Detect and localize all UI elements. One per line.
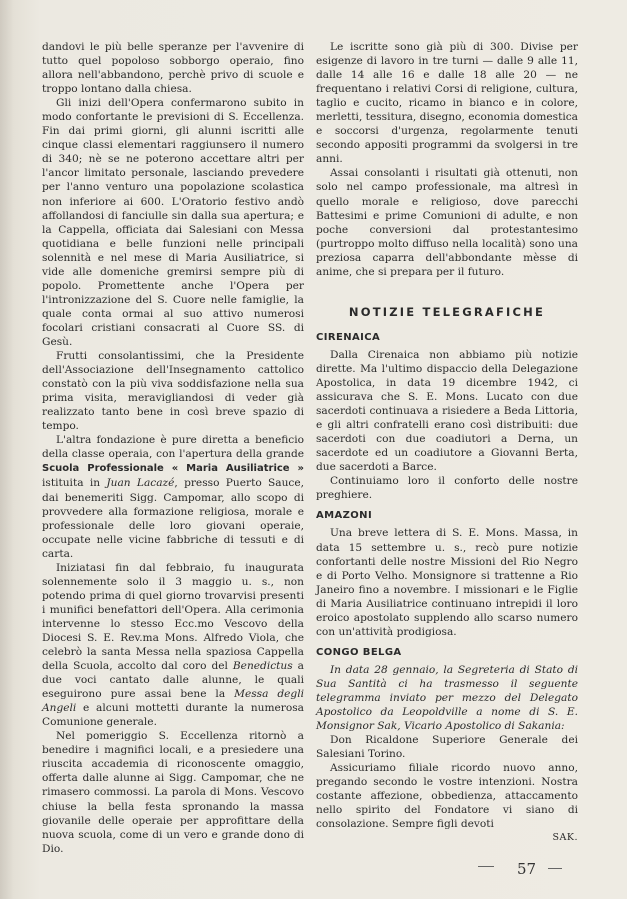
paragraph: Continuiamo loro il conforto delle nostre preghiere. [316, 475, 578, 502]
decorative-dash [548, 868, 562, 869]
section-title: NOTIZIE TELEGRAFICHE [348, 304, 546, 319]
paragraph [42, 433, 304, 560]
decorative-dash [478, 866, 494, 867]
page-number: 57 [517, 860, 537, 878]
left-column [42, 40, 304, 856]
text-run: e alcuni mottetti durante la numerosa Comunione generale. [42, 702, 304, 729]
paragraph: Assai consolanti i risultati già ottenuti, non solo nel campo professionale, ma altresì in quello morale e religioso, dove parecchi Battesimi e prime Comunioni di adulte, e non poche conversioni dal protestantesimo (purtroppo molto diffuso nella località) sono una preziosa caparra dell'abbondante mèsse di anime, che si prepara per il futuro. [316, 167, 578, 278]
paragraph: In data 28 gennaio, la Segreteria di Stato di Sua Santità ci ha trasmesso il seguente telegramma inviato per mezzo del Delegato Apostolico da Leopoldville a nome di S. E. Monsignor Sak, Vicario Apostolico di Sakania: [316, 663, 578, 733]
paragraph: Assicuriamo filiale ricordo nuovo anno, pregando secondo le vostre intenzioni. Nostra costante affezione, obbedienza, attaccamento nello spirito del Fondatore vi siano di consolazione. Sempre figli devoti [316, 762, 578, 831]
hymn-title: Benedictus [232, 660, 293, 673]
paragraph: Le iscritte sono già più di 300. Divise per esigenze di lavoro in tre turni — dalle 9 alle 11, dalle 14 alle 16 e dalle 18 alle 20 — ne frequentano i relativi Corsi di religione, cultura, taglio e cucito, ricamo in bianco e in colore, merletti, tessitura, disegno, economia domestica e soccorsi d'urgenza, regolarmente tenuti secondo appositi programmi da svolgersi in tre anni. [316, 41, 578, 166]
signature: SAK. [552, 832, 578, 844]
paragraph [42, 561, 304, 730]
text-run: a due voci cantato dalle alunne, le quali eseguirono pure assai bene la [42, 660, 304, 701]
paragraph: dandovi le più belle speranze per l'avvenire di tutto quel popoloso sobborgo operaio, fino allora nell'abbandono, perchè privo di scuole e troppo lontano dalla chiesa. [42, 41, 304, 96]
paragraph: Nel pomeriggio S. Eccellenza ritornò a benedire i magnifici locali, e a presiedere una riuscita accademia di riconoscente omaggio, offerta dalle alunne ai Sigg. Campomar, che ne rimasero commossi. La parola di Mons. Vescovo chiuse la bella festa spronando la massa giovanile delle operaie per approfittare della nuova scuola, come di un vero e grande dono di Dio. [42, 730, 304, 855]
paragraph: Dalla Cirenaica non abbiamo più notizie dirette. Ma l'ultimo dispaccio della Delegazione Apostolica, in data 19 dicembre 1942, ci assicurava che S. E. Mons. Lucato con due sacerdoti continuava a risiedere a Beda Littoria, e gli altri confratelli erano così distribuiti: due sacerdoti con due coadiutori a Derna, un sacerdote ed un coadiutore a Giovanni Berta, due sacerdoti a Barce. [316, 348, 578, 474]
place-name: Juan Lacazé [106, 477, 175, 490]
text-run: Iniziatasi fin dal febbraio, fu inaugurata solennemente solo il 3 maggio u. s., non potendo prima di quel giorno trovarvisi presenti i munifici benefattori dell'Opera. Alla cerimonia intervenne lo stesso Ecc.mo Vescovo della Diocesi S. E. Rev.ma Mons. Alfredo Viola, che celebrò la santa Messa nella spaziosa Cappella della Scuola, accolto dal coro del [42, 561, 304, 673]
subheading-congo-belga: CONGO BELGA [316, 646, 402, 658]
text-run: istituita in [42, 477, 107, 490]
subheading-amazoni: AMAZONI [316, 510, 373, 522]
paragraph: Frutti consolantissimi, che la Presidente dell'Associazione dell'Insegnamento cattolico constatò con la più viva soddisfazione nella sua prima visita, meravigliandosi di veder già realizzato tanto bene in così breve spazio di tempo. [42, 350, 304, 433]
right-column [316, 40, 578, 845]
paragraph: Gli inizi dell'Opera confermarono subito in modo confortante le previsioni di S. Eccellenza. Fin dai primi giorni, gli alunni iscritti alle cinque classi elementari raggiunsero il numero di 340; nè se ne poterono accettare altri per l'ancor limitato personale, lasciando prevedere per l'anno venturo una popolazione scolastica non inferiore ai 600. L'Oratorio festivo andò affollandosi di fanciulle sin dalla sua apertura; e la Cappella, officiata dai Salesiani con Messa quotidiana e belle funzioni nelle principali solennità e nel mese di Maria Ausiliatrice, si vide alle domeniche gremirsi sempre più di popolo. Promettente anche l'Opera per l'intronizzazione del S. Cuore nelle famiglie, la quale conta ormai al suo attivo numerosi focolari cristiani consacrati al Cuore SS. di Gesù. [42, 97, 304, 348]
mass-title: Messa degli Angeli [42, 688, 304, 715]
subheading-cirenaica: CIRENAICA [316, 331, 381, 343]
text-run: , presso Puerto Sauce, dai benemeriti Sigg. Campomar, allo scopo di provvedere alla formazione religiosa, morale e professionale delle loro giovani operaie, occupate nelle vicine fabbriche di tessuti e di carta. [42, 477, 304, 560]
school-name: Scuola Professionale « Maria Ausiliatrice » [42, 463, 304, 475]
text-run: L'altra fondazione è pure diretta a beneficio della classe operaia, con l'apertura della grande [42, 434, 304, 461]
paragraph: Don Ricaldone Superiore Generale dei Salesiani Torino. [316, 734, 578, 761]
paragraph: Una breve lettera di S. E. Mons. Massa, in data 15 settembre u. s., recò pure notizie confortanti delle nostre Missioni del Rio Negro e di Porto Velho. Monsignore si trattenne a Rio Janeiro fino a novembre. I missionari e le Figlie di Maria Ausiliatrice continuano intrepidi il loro eroico apostolato supplendo allo scarso numero con un'attività prodigiosa. [316, 527, 578, 638]
